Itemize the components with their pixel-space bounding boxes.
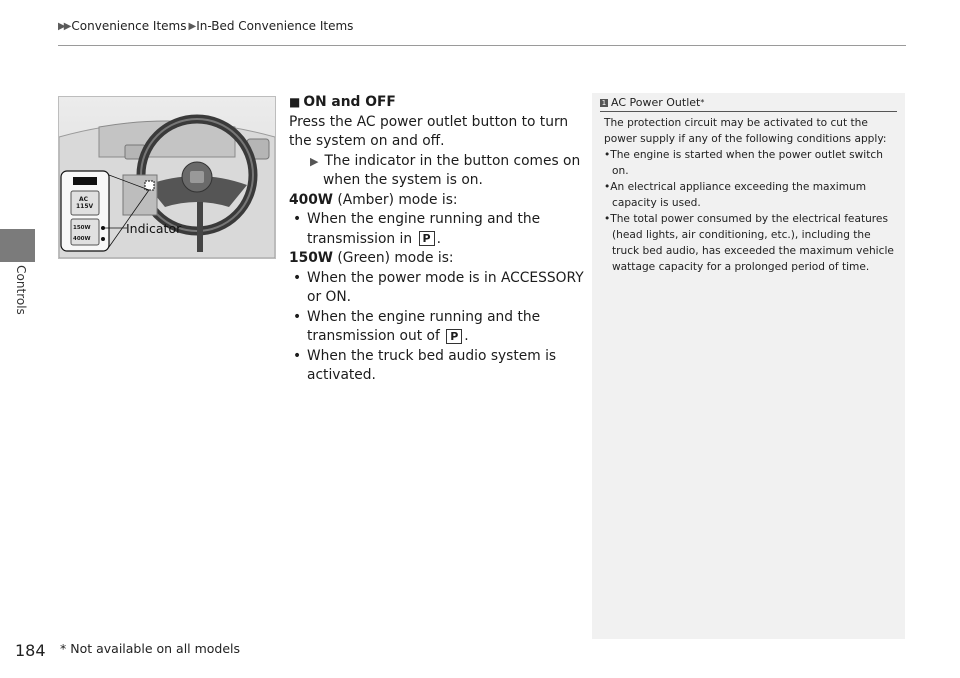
- green-mode-line: 150W (Green) mode is:: [289, 250, 454, 266]
- note-bullet: •An electrical appliance exceeding the maximum capacity is used.: [604, 181, 867, 209]
- green-bullet: • When the power mode is in ACCESSORY or ON.: [293, 269, 584, 305]
- note-bullet: •The total power consumed by the electrical features (head lights, air conditioning, etc.), including the truck bed audio, has exceeded the maximum vehicle wattage capacity for a prolonged period of time.: [604, 213, 894, 273]
- mode-150w-label: 150W: [73, 225, 91, 231]
- breadcrumb: [58, 19, 353, 33]
- outlet-voltage-label: 115V: [76, 203, 94, 210]
- section-label: Controls: [14, 265, 28, 315]
- result-text: ▶ The indicator in the button comes on when the system is on.: [310, 152, 581, 188]
- note-rule: [600, 111, 897, 112]
- indicator-callout-label: Indicator: [126, 221, 182, 236]
- page-number: 184: [15, 641, 46, 660]
- bullet-dot-icon: •: [293, 308, 302, 325]
- section-heading: ■ ON and OFF: [289, 94, 396, 110]
- green-bullet: • When the truck bed audio system is activated.: [293, 347, 557, 383]
- result-arrow-icon: ▶: [310, 154, 319, 168]
- note-marker-icon: 1: [601, 98, 607, 107]
- section-tab: [0, 229, 35, 262]
- note-bullet: •The engine is started when the power outlet switch on.: [604, 149, 883, 177]
- main-content: [289, 93, 585, 386]
- breadcrumb-item-convenience[interactable]: Convenience Items: [71, 19, 187, 33]
- note-body: [604, 115, 894, 275]
- header-rule: [58, 45, 906, 46]
- note-title: 1 AC Power Outlet *: [601, 96, 705, 109]
- bullet-dot-icon: •: [293, 269, 302, 286]
- breadcrumb-arrow-icon: ▶▶: [58, 20, 70, 32]
- note-intro: The protection circuit may be activated to cut the power supply if any of the following conditions apply:: [604, 117, 887, 145]
- breadcrumb-arrow-icon: ▶: [188, 20, 195, 32]
- park-key-icon: P: [419, 231, 435, 246]
- green-bullet: • When the engine running and the transmission out of P .: [293, 308, 541, 344]
- mode-400w-label: 400W: [73, 236, 91, 242]
- amber-bullet: • When the engine running and the transmission in P .: [293, 211, 541, 247]
- breadcrumb-item-in-bed[interactable]: In-Bed Convenience Items: [196, 19, 354, 33]
- side-note: [592, 93, 905, 639]
- amber-mode-line: 400W (Amber) mode is:: [289, 191, 458, 208]
- bullet-dot-icon: •: [293, 211, 302, 227]
- square-bullet-icon: ■: [289, 95, 301, 109]
- bullet-dot-icon: •: [293, 347, 302, 364]
- outlet-ac-label: AC: [79, 196, 89, 203]
- intro-text: Press the AC power outlet button to turn the system on and off.: [289, 113, 569, 149]
- footnote: * Not available on all models: [60, 641, 241, 656]
- park-key-icon: P: [446, 329, 462, 344]
